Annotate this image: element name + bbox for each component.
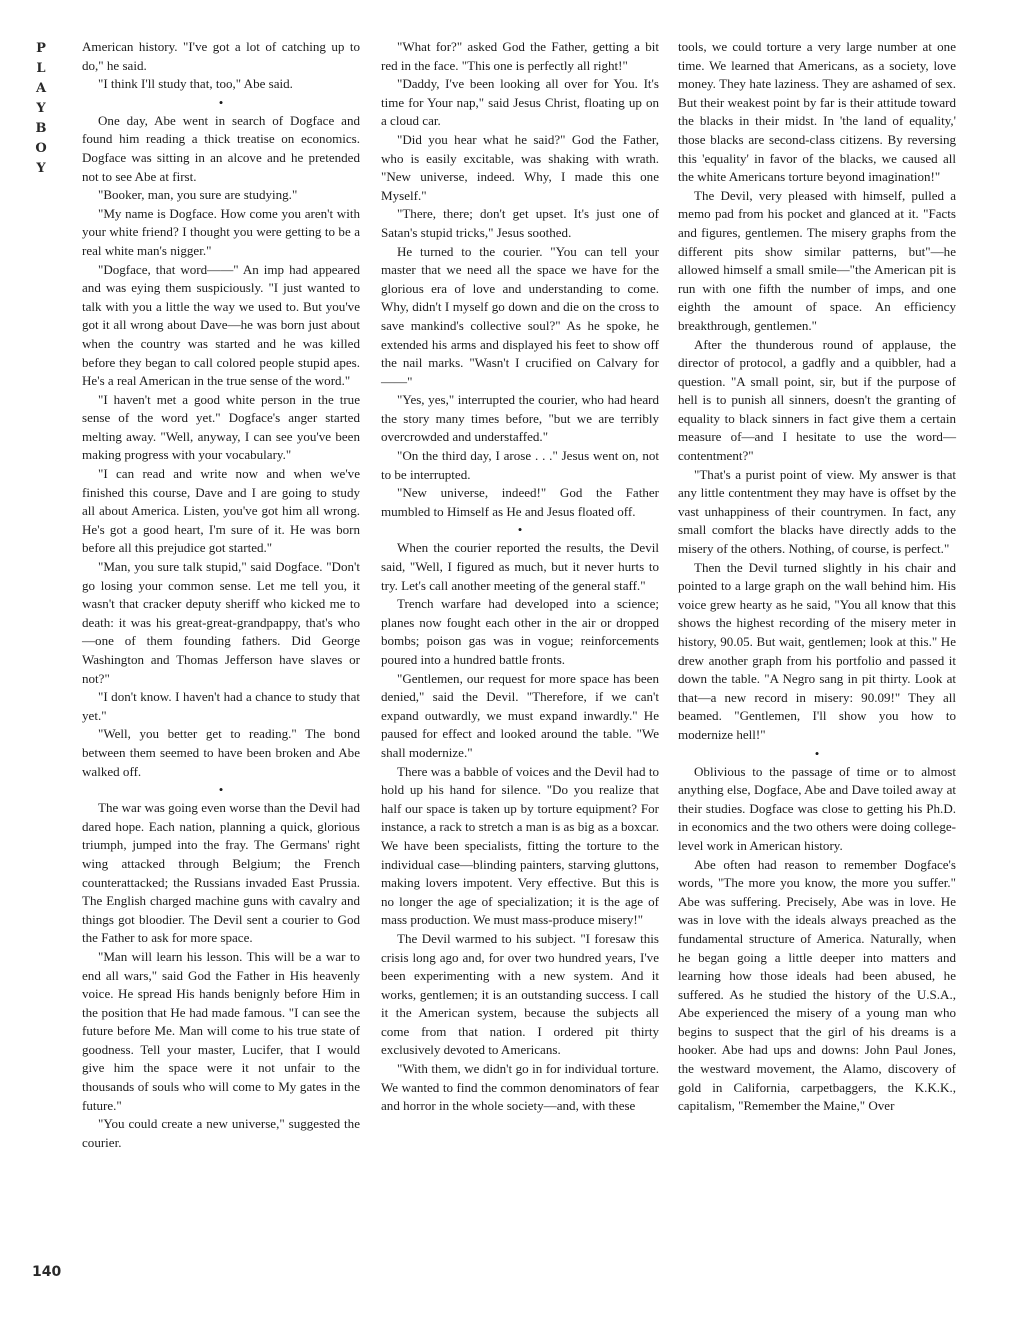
article-paragraph: "New universe, indeed!" God the Father mumbled to Himself as He and Jesus floated off.	[381, 485, 659, 519]
masthead-letter: Y	[36, 161, 46, 176]
article-paragraph: "Dogface, that word——" An imp had appeared and was eying them suspiciously. "I just wanted to talk with you a little the way we used to. But you've got it all wrong about Dave—he was born just about when the country was started and he was killed before they began to call colored people stupid apes. He's a real American in the true sense of the word."	[82, 261, 360, 389]
article-paragraph: "With them, we didn't go in for individual torture. We wanted to find the common denominators of fear and horror in the whole society—and, with these	[381, 1061, 659, 1114]
article-paragraph: "Daddy, I've been looking all over for You. It's time for Your nap," said Jesus Christ, floating up on a cloud car.	[381, 76, 659, 129]
article-paragraph: Trench warfare had developed into a science; planes now fought each other in the air or dropped bombs; poison gas was in vogue; reinforcements poured into a hundred battle fronts.	[381, 596, 659, 667]
article-paragraph: He turned to the courier. "You can tell your master that we need all the space we have for the glorious era of love and understanding to come. Why, didn't I myself go down and die on the cross to save mankind's collective soul?" As he spoke, he extended his arms and displayed his feet to show off the nail marks. "Wasn't I crucified on Calvary for——"	[381, 243, 659, 389]
article-paragraph: When the courier reported the results, the Devil said, "Well, I figured as much, but it never hurts to try. Let's call another meeting of the general staff."	[381, 540, 659, 593]
article-paragraph: "I haven't met a good white person in the true sense of the word yet." Dogface's anger started melting away. "Well, anyway, I can see you've been making progress with your vocabulary."	[82, 391, 360, 463]
masthead-letter: P	[36, 41, 46, 56]
article-paragraph: "My name is Dogface. How come you aren't with your white friend? I thought you were getting to be a real white man's nigger."	[82, 205, 360, 258]
masthead-letter: B	[35, 121, 47, 136]
article-paragraph: "I don't know. I haven't had a chance to study that yet."	[82, 689, 360, 723]
masthead-letter: O	[35, 141, 47, 156]
article-paragraph: The war was going even worse than the Devil had dared hope. Each nation, planning a quick, glorious triumph, jumped into the fray. The Germans' right wing attacked through Belgium; the French counterattacked; the Russians invaded East Prussia. The English charged machine guns with cavalry and things got bloodier. The Devil sent a courier to God the Father to ask for more space.	[82, 800, 360, 946]
article-paragraph: "Yes, yes," interrupted the courier, who had heard the story many times before, "but we are terribly overcrowded and understaffed."	[381, 392, 659, 445]
article-paragraph: There was a babble of voices and the Devil had to hold up his hand for silence. "Do you realize that half our space is taken up by torture equipment? For instance, a rack to stretch a man is as big as a boxcar. We have been specialists, fitting the torture to the individual case—blinding painters, starving gluttons, making lovers impotent. Very effective. But this is no longer the age of specialization; it is the age of mass production. We must mass-produce misery!"	[381, 763, 659, 928]
article-paragraph: The Devil, very pleased with himself, pulled a memo pad from his pocket and glanced at it. "Facts and figures, gentlemen. The misery graphs from the different pits show similar patterns, but"—he allowed himself a small smile—"the American pit is run with one fifth the number of imps, and one eighth the amount of space. An efficiency breakthrough, gentlemen."	[678, 187, 956, 333]
text-column-1	[82, 38, 360, 1152]
article-paragraph: "Gentlemen, our request for more space has been denied," said the Devil. "Therefore, if we can't expand outwardly, we must expand inwardly." He paused for effect and looked around the table. "We shall modernize."	[381, 670, 659, 760]
article-paragraph: tools, we could torture a very large number at one time. We learned that Americans, as a society, love money. They hate laziness. They are ashamed of sex. But their weakest point by far is their attitude toward the blacks in their midst. In 'the land of equality,' those blacks are second-class citizens. By reversing this 'equality' in favor of the blacks, we caused all the white Americans torture beyond imagination!"	[678, 39, 956, 185]
article-paragraph: The Devil warmed to his subject. "I foresaw this crisis long ago and, for over two hundred years, I've been experimenting with a new system. And it works, gentlemen; it is an outstanding success. I call it the American system, because the subjects all come from that nation. I ordered pit thirty exclusively devoted to Americans.	[381, 930, 659, 1058]
text-column-3	[678, 38, 956, 1116]
page-number: 140	[32, 1264, 62, 1280]
article-paragraph: After the thunderous round of applause, the director of protocol, a gadfly and a quibbler, had a question. "A small point, sir, but if the purpose of hell is to punish all sinners, doesn't the granting of equality to black sinners in fact give them a certain measure of—and I hesitate to use the word—contentment?"	[678, 336, 956, 464]
playboy-masthead	[30, 42, 52, 182]
article-paragraph: "What for?" asked God the Father, getting a bit red in the face. "This one is perfectly all right!"	[381, 39, 659, 73]
text-column-2	[381, 38, 659, 1116]
section-separator: •	[218, 782, 224, 798]
article-paragraph: "On the third day, I arose . . ." Jesus went on, not to be interrupted.	[381, 448, 659, 482]
masthead-letter: A	[35, 81, 47, 96]
article-paragraph: "Well, you better get to reading." The bond between them seemed to have been broken and Abe walked off.	[82, 726, 360, 779]
masthead-letter: L	[36, 61, 46, 76]
article-paragraph: "Man will learn his lesson. This will be a war to end all wars," said God the Father in His heavenly voice. He spread His hands benignly before Him in the position that He had made famous. "I can see the future before Me. Man will come to his true state of goodness. Tell your master, Lucifer, that I would give him the space were it not unfair to the thousands of souls who will come to My gates in the future."	[82, 948, 360, 1113]
masthead-letter: Y	[36, 101, 46, 116]
section-separator: •	[814, 745, 820, 761]
article-paragraph: Abe often had reason to remember Dogface's words, "The more you know, the more you suffer." Abe was suffering. Precisely, Abe was in love. He was in love with the ideals always preached as the fundamental structure of America. Naturally, when he began going a little deeper into matters and learning how those ideals had been abused, he suffered. As he studied the history of the U.S.A., Abe experienced the misery of a young man who begins to suspect that the girl of his dreams is a hooker. Abe had ups and downs: John Paul Jones, the westward movement, the Alamo, discovery of gold in California, carpetbaggers, the K.K.K., capitalism, "Remember the Maine," Over	[678, 856, 956, 1114]
article-paragraph: "That's a purist point of view. My answer is that any little contentment they may have is offset by the vast unhappiness of their countrymen. In fact, any small comfort the blacks have directly adds to the misery of the others. Nothing, of course, is perfect."	[678, 466, 956, 557]
article-paragraph: Oblivious to the passage of time or to almost anything else, Dogface, Abe and Dave toiled away at their studies. Dogface was close to getting his Ph.D. in economics and the two others were doing college-level work in American history.	[678, 763, 956, 853]
article-paragraph: "There, there; don't get upset. It's just one of Satan's stupid tricks," Jesus soothed.	[381, 206, 659, 240]
article-paragraph: Then the Devil turned slightly in his chair and pointed to a large graph on the wall behind him. His voice grew hearty as he said, "You all know that this shows the highest recording of the misery meter in history, 90.05. But wait, gentlemen; look at this." He drew another graph from his portfolio and passed it down the table. "A Negro sang in pit thirty. Look at that—a new record in misery: 90.09!" They all beamed. "Gentlemen, I'll show you how to modernize hell!"	[678, 559, 956, 742]
article-paragraph: "I can read and write now and when we've finished this course, Dave and I are going to study all about America. Listen, you've got him all wrong. He's got a good heart, I'm sure of it. He was born before all this prejudice got started."	[82, 466, 360, 556]
article-paragraph: "You could create a new universe," suggested the courier.	[82, 1116, 360, 1150]
section-separator: •	[218, 94, 224, 110]
article-paragraph: One day, Abe went in search of Dogface and found him reading a thick treatise on economics. Dogface was sitting in an alcove and he pretended not to see Abe at first.	[82, 112, 360, 184]
article-paragraph: American history. "I've got a lot of catching up to do," he said.	[82, 39, 360, 73]
article-paragraph: "I think I'll study that, too," Abe said.	[98, 76, 293, 92]
section-separator: •	[517, 522, 523, 538]
article-paragraph: "Man, you sure talk stupid," said Dogface. "Don't go losing your common sense. Let me tell you, it wasn't that cracker deputy sheriff who kicked me to death: it was his great-great-grandpappy, that's who—one of them founding fathers. Did George Washington and Thomas Jefferson have slaves or not?"	[82, 559, 360, 686]
article-paragraph: "Booker, man, you sure are studying."	[98, 187, 298, 203]
article-paragraph: "Did you hear what he said?" God the Father, who is easily excitable, was shaking with wrath. "New universe, indeed. Why, I made this one Myself."	[381, 131, 659, 203]
